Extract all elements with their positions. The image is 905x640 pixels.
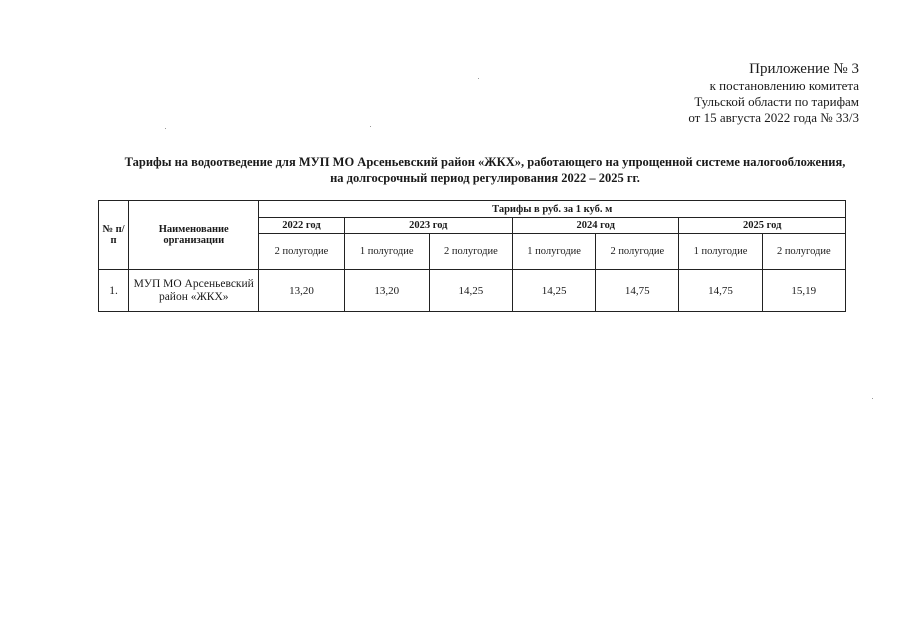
period-header: 1 полугодие	[513, 234, 596, 270]
tariff-value: 14,25	[513, 270, 596, 312]
document-title-line-1: Тарифы на водоотведение для МУП МО Арсеньевский район «ЖКХ», работающего на упрощенной системе налогообложения,	[124, 155, 846, 169]
period-header: 1 полугодие	[679, 234, 762, 270]
header-row-1	[99, 201, 846, 218]
year-header: 2025 год	[679, 218, 846, 234]
appendix-line-2: Тульской области по тарифам	[694, 94, 859, 109]
tariff-value: 15,19	[762, 270, 845, 312]
appendix-title: Приложение № 3	[749, 61, 859, 77]
tariff-value: 13,20	[344, 270, 429, 312]
period-header: 2 полугодие	[596, 234, 679, 270]
document-title	[80, 154, 890, 186]
year-header: 2023 год	[344, 218, 512, 234]
appendix-line-3: от 15 августа 2022 года № 33/3	[688, 110, 859, 125]
scan-speck	[165, 128, 166, 129]
period-header: 2 полугодие	[429, 234, 512, 270]
period-header: 2 полугодие	[762, 234, 845, 270]
tariff-header: Тарифы в руб. за 1 куб. м	[259, 201, 846, 218]
tariff-value: 13,20	[259, 270, 344, 312]
row-number: 1.	[99, 270, 129, 312]
organization-name: МУП МО Арсеньевский район «ЖКХ»	[129, 270, 259, 312]
scan-speck	[478, 78, 479, 79]
tariff-value: 14,75	[596, 270, 679, 312]
period-header: 2 полугодие	[259, 234, 344, 270]
tariff-value: 14,25	[429, 270, 512, 312]
scan-speck	[872, 398, 873, 399]
tariff-value: 14,75	[679, 270, 762, 312]
table-row	[99, 270, 846, 312]
col-num-header: № п/п	[99, 201, 129, 270]
period-header: 1 полугодие	[344, 234, 429, 270]
year-header: 2022 год	[259, 218, 344, 234]
scan-speck	[370, 126, 371, 127]
document-title-line-2: на долгосрочный период регулирования 2022 – 2025 гг.	[330, 171, 640, 185]
appendix-block	[688, 60, 859, 126]
year-header: 2024 год	[513, 218, 679, 234]
appendix-line-1: к постановлению комитета	[709, 78, 859, 93]
col-org-header: Наименование организации	[129, 201, 259, 270]
tariff-table	[98, 200, 846, 312]
